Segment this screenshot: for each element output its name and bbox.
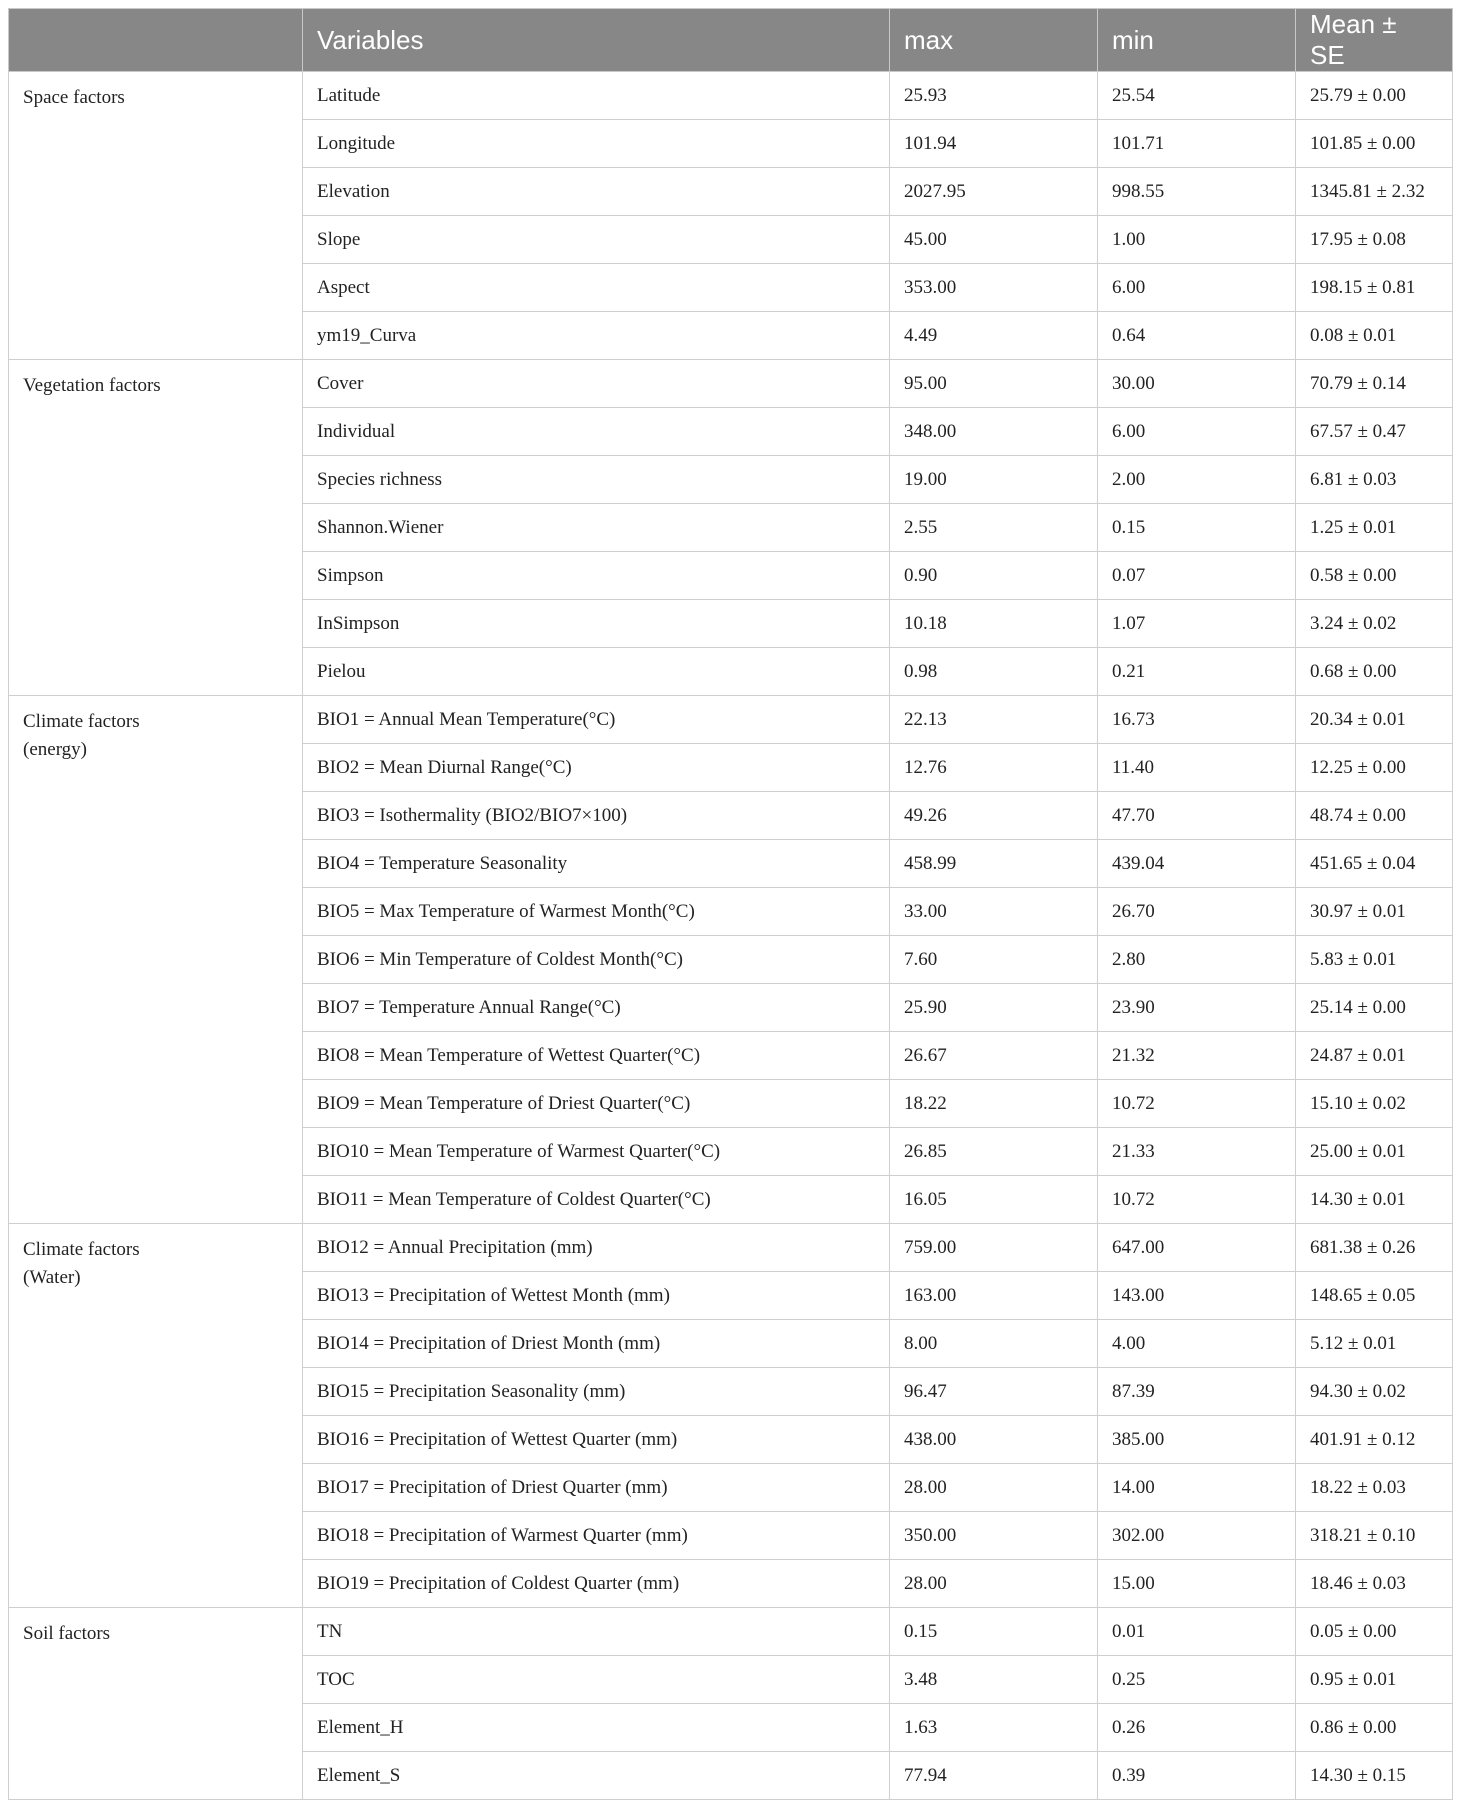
mean-se-cell: 20.34 ± 0.01 (1296, 696, 1453, 744)
variable-cell: Simpson (303, 552, 890, 600)
variable-cell: BIO19 = Precipitation of Coldest Quarter (mm) (303, 1560, 890, 1608)
max-cell: 16.05 (890, 1176, 1098, 1224)
min-cell: 23.90 (1098, 984, 1296, 1032)
variables-table (8, 8, 1453, 1800)
mean-se-cell: 30.97 ± 0.01 (1296, 888, 1453, 936)
min-cell: 26.70 (1098, 888, 1296, 936)
mean-se-cell: 101.85 ± 0.00 (1296, 120, 1453, 168)
mean-se-cell: 25.00 ± 0.01 (1296, 1128, 1453, 1176)
group-label-cell (9, 360, 303, 696)
variable-cell: Latitude (303, 72, 890, 120)
header-max: max (890, 9, 1098, 72)
min-cell: 0.15 (1098, 504, 1296, 552)
min-cell: 1.07 (1098, 600, 1296, 648)
variable-cell: Element_S (303, 1752, 890, 1800)
min-cell: 25.54 (1098, 72, 1296, 120)
group-label-line: (energy) (23, 739, 88, 760)
min-cell: 0.07 (1098, 552, 1296, 600)
mean-se-cell: 0.86 ± 0.00 (1296, 1704, 1453, 1752)
mean-se-cell: 17.95 ± 0.08 (1296, 216, 1453, 264)
min-cell: 385.00 (1098, 1416, 1296, 1464)
mean-se-cell: 6.81 ± 0.03 (1296, 456, 1453, 504)
mean-se-cell: 5.83 ± 0.01 (1296, 936, 1453, 984)
variable-cell: Individual (303, 408, 890, 456)
max-cell: 458.99 (890, 840, 1098, 888)
variable-cell: Aspect (303, 264, 890, 312)
variable-cell: Element_H (303, 1704, 890, 1752)
mean-se-cell: 1.25 ± 0.01 (1296, 504, 1453, 552)
table-row (9, 1608, 1453, 1656)
mean-se-cell: 15.10 ± 0.02 (1296, 1080, 1453, 1128)
max-cell: 25.90 (890, 984, 1098, 1032)
max-cell: 0.15 (890, 1608, 1098, 1656)
max-cell: 12.76 (890, 744, 1098, 792)
variable-cell: BIO15 = Precipitation Seasonality (mm) (303, 1368, 890, 1416)
min-cell: 2.80 (1098, 936, 1296, 984)
min-cell: 15.00 (1098, 1560, 1296, 1608)
min-cell: 6.00 (1098, 408, 1296, 456)
min-cell: 0.39 (1098, 1752, 1296, 1800)
max-cell: 350.00 (890, 1512, 1098, 1560)
max-cell: 19.00 (890, 456, 1098, 504)
header-group (9, 9, 303, 72)
variable-cell: BIO14 = Precipitation of Driest Month (mm) (303, 1320, 890, 1368)
variable-cell: BIO9 = Mean Temperature of Driest Quarter(°C) (303, 1080, 890, 1128)
max-cell: 348.00 (890, 408, 1098, 456)
min-cell: 998.55 (1098, 168, 1296, 216)
table-row (9, 72, 1453, 120)
min-cell: 6.00 (1098, 264, 1296, 312)
max-cell: 10.18 (890, 600, 1098, 648)
group-label-cell (9, 1224, 303, 1608)
variable-cell: InSimpson (303, 600, 890, 648)
min-cell: 30.00 (1098, 360, 1296, 408)
variable-cell: BIO6 = Min Temperature of Coldest Month(°C) (303, 936, 890, 984)
mean-se-cell: 12.25 ± 0.00 (1296, 744, 1453, 792)
mean-se-cell: 198.15 ± 0.81 (1296, 264, 1453, 312)
max-cell: 26.85 (890, 1128, 1098, 1176)
mean-se-cell: 0.58 ± 0.00 (1296, 552, 1453, 600)
mean-se-cell: 0.08 ± 0.01 (1296, 312, 1453, 360)
mean-se-cell: 3.24 ± 0.02 (1296, 600, 1453, 648)
variable-cell: Cover (303, 360, 890, 408)
max-cell: 95.00 (890, 360, 1098, 408)
max-cell: 438.00 (890, 1416, 1098, 1464)
group-label-line: Soil factors (23, 1623, 111, 1644)
variable-cell: TOC (303, 1656, 890, 1704)
variable-cell: BIO4 = Temperature Seasonality (303, 840, 890, 888)
group-label-line: Climate factors (23, 1239, 140, 1260)
min-cell: 0.64 (1098, 312, 1296, 360)
table-row (9, 696, 1453, 744)
variable-cell: BIO13 = Precipitation of Wettest Month (mm) (303, 1272, 890, 1320)
variable-cell: BIO7 = Temperature Annual Range(°C) (303, 984, 890, 1032)
table-body (9, 72, 1453, 1800)
min-cell: 0.26 (1098, 1704, 1296, 1752)
variable-cell: BIO10 = Mean Temperature of Warmest Quarter(°C) (303, 1128, 890, 1176)
mean-se-cell: 318.21 ± 0.10 (1296, 1512, 1453, 1560)
min-cell: 16.73 (1098, 696, 1296, 744)
variable-cell: BIO18 = Precipitation of Warmest Quarter (mm) (303, 1512, 890, 1560)
max-cell: 0.90 (890, 552, 1098, 600)
min-cell: 647.00 (1098, 1224, 1296, 1272)
mean-se-cell: 14.30 ± 0.15 (1296, 1752, 1453, 1800)
mean-se-cell: 18.22 ± 0.03 (1296, 1464, 1453, 1512)
max-cell: 163.00 (890, 1272, 1098, 1320)
min-cell: 4.00 (1098, 1320, 1296, 1368)
min-cell: 0.21 (1098, 648, 1296, 696)
max-cell: 96.47 (890, 1368, 1098, 1416)
variable-cell: Slope (303, 216, 890, 264)
min-cell: 47.70 (1098, 792, 1296, 840)
mean-se-cell: 5.12 ± 0.01 (1296, 1320, 1453, 1368)
min-cell: 11.40 (1098, 744, 1296, 792)
variable-cell: BIO11 = Mean Temperature of Coldest Quarter(°C) (303, 1176, 890, 1224)
max-cell: 1.63 (890, 1704, 1098, 1752)
mean-se-cell: 0.05 ± 0.00 (1296, 1608, 1453, 1656)
variable-cell: TN (303, 1608, 890, 1656)
group-label-line: Climate factors (23, 711, 140, 732)
max-cell: 2.55 (890, 504, 1098, 552)
max-cell: 25.93 (890, 72, 1098, 120)
max-cell: 101.94 (890, 120, 1098, 168)
min-cell: 14.00 (1098, 1464, 1296, 1512)
min-cell: 10.72 (1098, 1080, 1296, 1128)
max-cell: 45.00 (890, 216, 1098, 264)
min-cell: 10.72 (1098, 1176, 1296, 1224)
header-min: min (1098, 9, 1296, 72)
mean-se-cell: 25.79 ± 0.00 (1296, 72, 1453, 120)
max-cell: 353.00 (890, 264, 1098, 312)
variable-cell: Elevation (303, 168, 890, 216)
group-label-line: Space factors (23, 87, 125, 108)
max-cell: 7.60 (890, 936, 1098, 984)
max-cell: 26.67 (890, 1032, 1098, 1080)
variable-cell: Pielou (303, 648, 890, 696)
variable-cell: BIO17 = Precipitation of Driest Quarter (mm) (303, 1464, 890, 1512)
variable-cell: BIO8 = Mean Temperature of Wettest Quarter(°C) (303, 1032, 890, 1080)
group-label-line: Vegetation factors (23, 375, 161, 396)
variable-cell: BIO16 = Precipitation of Wettest Quarter (mm) (303, 1416, 890, 1464)
variable-cell: Longitude (303, 120, 890, 168)
mean-se-cell: 451.65 ± 0.04 (1296, 840, 1453, 888)
max-cell: 3.48 (890, 1656, 1098, 1704)
min-cell: 87.39 (1098, 1368, 1296, 1416)
min-cell: 1.00 (1098, 216, 1296, 264)
max-cell: 2027.95 (890, 168, 1098, 216)
max-cell: 4.49 (890, 312, 1098, 360)
max-cell: 759.00 (890, 1224, 1098, 1272)
max-cell: 49.26 (890, 792, 1098, 840)
min-cell: 21.32 (1098, 1032, 1296, 1080)
mean-se-cell: 70.79 ± 0.14 (1296, 360, 1453, 408)
variable-cell: Shannon.Wiener (303, 504, 890, 552)
min-cell: 21.33 (1098, 1128, 1296, 1176)
max-cell: 8.00 (890, 1320, 1098, 1368)
table-row (9, 1224, 1453, 1272)
variable-cell: BIO12 = Annual Precipitation (mm) (303, 1224, 890, 1272)
mean-se-cell: 148.65 ± 0.05 (1296, 1272, 1453, 1320)
variable-cell: BIO5 = Max Temperature of Warmest Month(°C) (303, 888, 890, 936)
group-label-cell (9, 696, 303, 1224)
min-cell: 302.00 (1098, 1512, 1296, 1560)
variable-cell: BIO3 = Isothermality (BIO2/BIO7×100) (303, 792, 890, 840)
mean-se-cell: 24.87 ± 0.01 (1296, 1032, 1453, 1080)
max-cell: 28.00 (890, 1560, 1098, 1608)
max-cell: 33.00 (890, 888, 1098, 936)
mean-se-cell: 25.14 ± 0.00 (1296, 984, 1453, 1032)
mean-se-cell: 0.68 ± 0.00 (1296, 648, 1453, 696)
table-row (9, 360, 1453, 408)
mean-se-cell: 0.95 ± 0.01 (1296, 1656, 1453, 1704)
mean-se-cell: 48.74 ± 0.00 (1296, 792, 1453, 840)
mean-se-cell: 401.91 ± 0.12 (1296, 1416, 1453, 1464)
min-cell: 0.25 (1098, 1656, 1296, 1704)
header-row (9, 9, 1453, 72)
mean-se-cell: 14.30 ± 0.01 (1296, 1176, 1453, 1224)
variable-cell: ym19_Curva (303, 312, 890, 360)
min-cell: 2.00 (1098, 456, 1296, 504)
mean-se-cell: 67.57 ± 0.47 (1296, 408, 1453, 456)
header-variables: Variables (303, 9, 890, 72)
min-cell: 439.04 (1098, 840, 1296, 888)
max-cell: 22.13 (890, 696, 1098, 744)
variable-cell: BIO1 = Annual Mean Temperature(°C) (303, 696, 890, 744)
min-cell: 0.01 (1098, 1608, 1296, 1656)
mean-se-cell: 94.30 ± 0.02 (1296, 1368, 1453, 1416)
variable-cell: BIO2 = Mean Diurnal Range(°C) (303, 744, 890, 792)
max-cell: 0.98 (890, 648, 1098, 696)
mean-se-cell: 18.46 ± 0.03 (1296, 1560, 1453, 1608)
variable-cell: Species richness (303, 456, 890, 504)
mean-se-cell: 1345.81 ± 2.32 (1296, 168, 1453, 216)
max-cell: 18.22 (890, 1080, 1098, 1128)
max-cell: 77.94 (890, 1752, 1098, 1800)
group-label-cell (9, 1608, 303, 1800)
max-cell: 28.00 (890, 1464, 1098, 1512)
min-cell: 143.00 (1098, 1272, 1296, 1320)
header-mean-se: Mean ± SE (1296, 9, 1453, 72)
mean-se-cell: 681.38 ± 0.26 (1296, 1224, 1453, 1272)
group-label-cell (9, 72, 303, 360)
group-label-line: (Water) (23, 1267, 81, 1288)
min-cell: 101.71 (1098, 120, 1296, 168)
table-container (8, 8, 1452, 1800)
